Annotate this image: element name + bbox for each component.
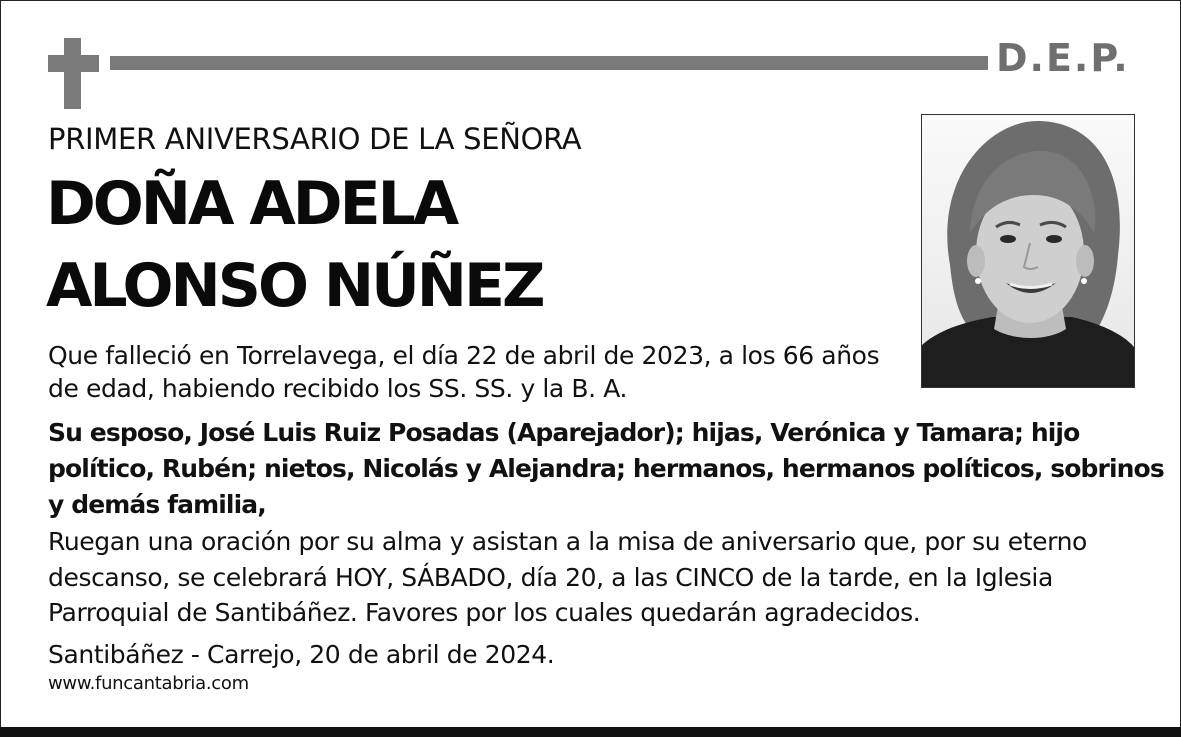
portrait-photo [921,114,1135,388]
cross-icon-bar [48,55,99,72]
family-line3: y demás familia, [48,490,266,519]
anniversary-heading: PRIMER ANIVERSARIO DE LA SEÑORA [48,122,582,156]
bottom-border [0,727,1181,737]
death-details-line2: de edad, habiendo recibido los SS. SS. y la B. A. [48,374,628,403]
mass-request-line3: Parroquial de Santibáñez. Favores por los cuales quedarán agradecidos. [48,598,921,627]
dep-label: D.E.P. [996,36,1130,80]
deceased-name-line1: DOÑA ADELA [46,169,457,239]
header-rule [110,56,988,70]
place-and-date: Santibáñez - Carrejo, 20 de abril de 2024. [48,640,555,669]
mass-request-line2: descanso, se celebrará HOY, SÁBADO, día 20, a las CINCO de la tarde, en la Iglesia [48,563,1053,592]
family-line2: político, Rubén; nietos, Nicolás y Alejandra; hermanos, hermanos políticos, sobrinos [48,454,1164,483]
cross-icon [64,38,81,109]
death-details-line1: Que falleció en Torrelavega, el día 22 de abril de 2023, a los 66 años [48,341,880,370]
mass-request-line1: Ruegan una oración por su alma y asistan a la misa de aniversario que, por su eterno [48,527,1087,556]
deceased-name-line2: ALONSO NÚÑEZ [46,251,543,321]
website-link[interactable]: www.funcantabria.com [48,673,249,694]
family-line1: Su esposo, José Luis Ruiz Posadas (Aparejador); hijas, Verónica y Tamara; hijo [48,418,1080,447]
